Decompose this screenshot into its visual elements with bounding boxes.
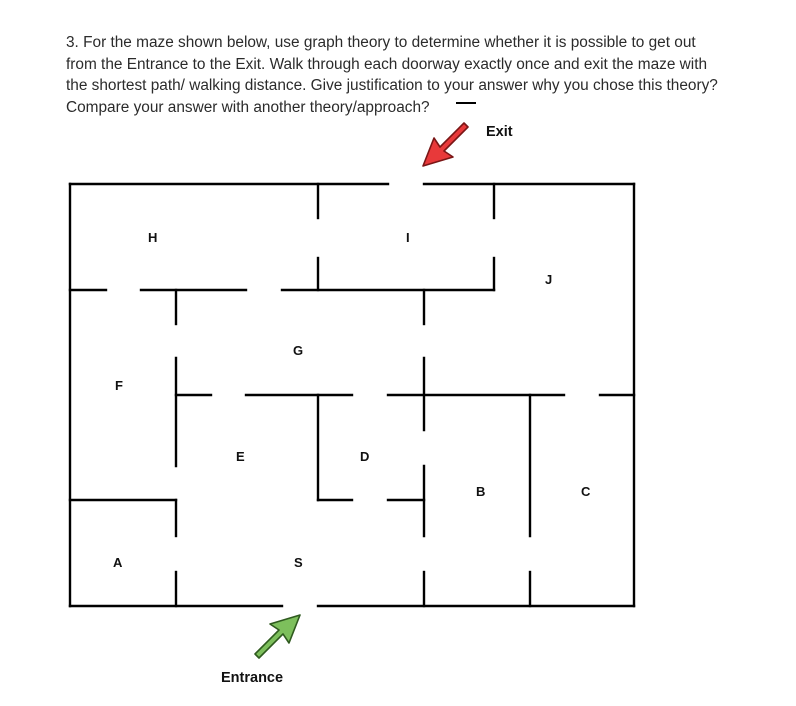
question-line-3: the shortest path/ walking distance. Give justification to your answer why you chose this theory? — [66, 77, 718, 94]
question-line-2: from the Entrance to the Exit. Walk through each doorway exactly once and exit the maze with — [66, 55, 708, 73]
room-label-a: A — [113, 555, 123, 570]
question-line-1: 3. For the maze shown below, use graph theory to determine whether it is possible to get out — [66, 34, 696, 51]
entrance-arrow-icon — [255, 615, 300, 658]
exit-label: Exit — [486, 124, 513, 140]
room-label-f: F — [115, 378, 123, 393]
room-label-e: E — [236, 449, 245, 464]
room-label-s: S — [294, 555, 303, 570]
room-label-b: B — [476, 484, 486, 499]
room-label-i: I — [406, 230, 410, 245]
question-line-4: Compare your answer with another theory/approach? — [66, 98, 430, 116]
room-label-d: D — [360, 449, 370, 464]
entrance-label: Entrance — [221, 670, 284, 686]
exit-arrow-icon — [423, 123, 468, 166]
room-label-j: J — [545, 272, 553, 287]
room-label-c: C — [581, 484, 591, 499]
room-label-g: G — [293, 343, 304, 358]
maze-walls — [70, 184, 634, 606]
room-label-h: H — [148, 230, 158, 245]
